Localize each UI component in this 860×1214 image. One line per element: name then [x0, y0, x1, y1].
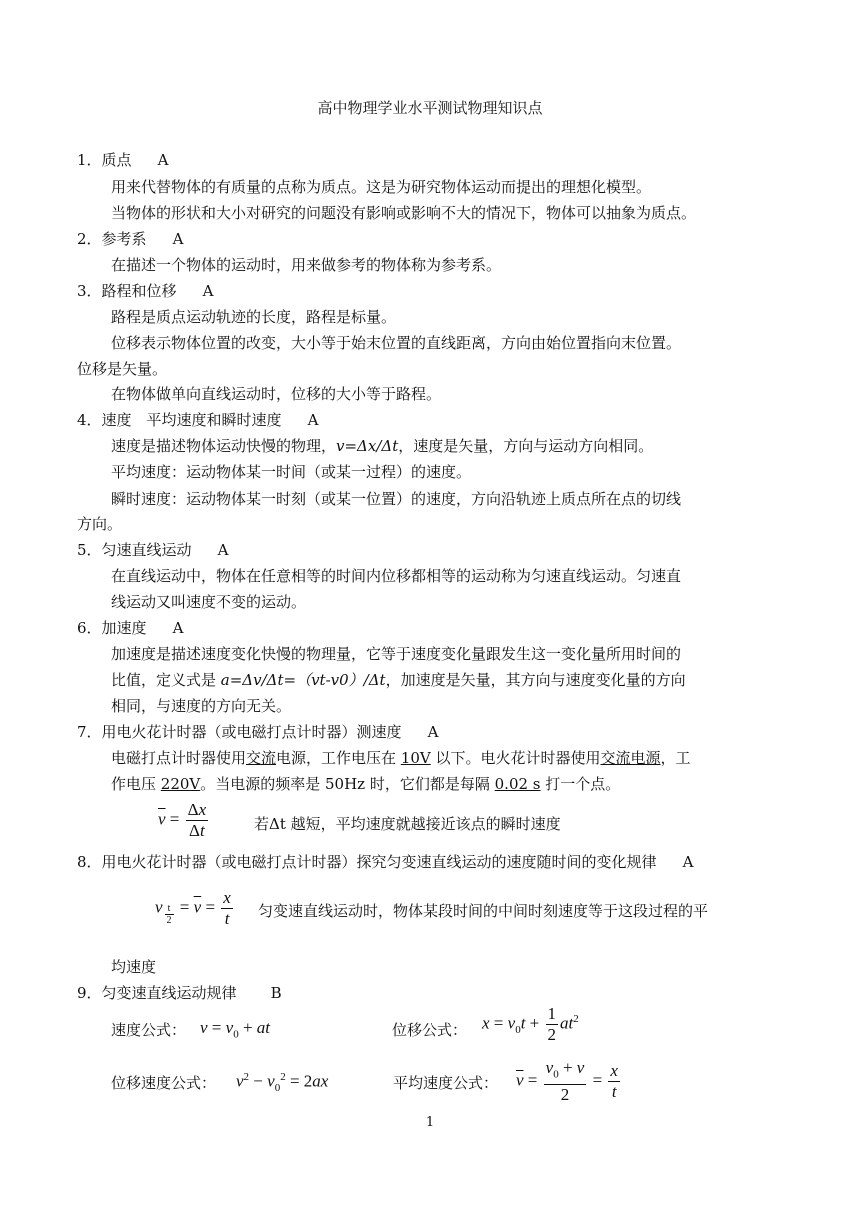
velocity-displacement-formula-label: 位移速度公式： [111, 1074, 217, 1092]
underlined-text: 交流 [246, 749, 277, 767]
text: ，速度是矢量，方向与运动方向相同。 [398, 437, 654, 455]
paragraph [111, 436, 653, 456]
section-number: 6． [77, 619, 102, 637]
paragraph [111, 774, 620, 794]
section-2-heading [77, 229, 183, 249]
section-7-heading [77, 722, 438, 742]
section-5-heading [77, 540, 228, 560]
section-level: A [427, 723, 439, 741]
section-3-heading [77, 281, 213, 301]
text: 打一个点。 [540, 775, 621, 793]
paragraph: 线运动又叫速度不变的运动。 [111, 593, 307, 611]
paragraph: 在直线运动中，物体在任意相等的时间内位移都相等的运动称为匀速直线运动。匀速直 [111, 567, 682, 585]
paragraph: 用来代替物体的有质量的点称为质点。这是为研究物体运动而提出的理想化模型。 [111, 178, 652, 196]
section-6-heading [77, 618, 183, 638]
document-title: 高中物理学业水平测试物理知识点 [317, 99, 543, 117]
paragraph: 加速度是描述速度变化快慢的物理量，它等于速度变化量跟发生这一变化量所用时间的 [111, 645, 682, 663]
section-4-heading [77, 410, 318, 430]
section-level: B [270, 984, 282, 1002]
section-level: A [157, 151, 169, 169]
paragraph: 路程是质点运动轨迹的长度，路程是标量。 [111, 308, 397, 326]
text: ，加速度是矢量，其方向与速度变化量的方向 [385, 671, 686, 689]
average-velocity-formula: $\overline{v}$ = $\frac{\Delta x}{\Delta t}$ [158, 800, 207, 840]
section-title: 匀速直线运动 [101, 541, 192, 559]
mid-time-velocity-formula: v $_{\frac{t}{2}}$ = $\overline{v}$ = $\frac{x}{t}$ [155, 888, 231, 928]
paragraph-continuation: 位移是矢量。 [77, 360, 168, 378]
section-level: A [202, 282, 214, 300]
section-title: 速度 平均速度和瞬时速度 [101, 411, 282, 429]
paragraph-continuation: 方向。 [77, 515, 123, 533]
section-level: A [172, 230, 184, 248]
formula-note: 若Δt 越短，平均速度就越接近该点的瞬时速度 [254, 815, 561, 833]
average-velocity-equation: $\overline{v}$ = $\frac{v_0 + v}{2}$ = $\frac{x}{t}$ [516, 1058, 618, 1105]
paragraph: 瞬时速度：运动物体某一时刻（或某一位置）的速度，方向沿轨迹上质点所在点的切线 [111, 490, 682, 508]
section-level: A [172, 619, 184, 637]
section-title: 用电火花计时器（或电磁打点计时器）测速度 [101, 723, 402, 741]
section-number: 8． [77, 853, 102, 871]
displacement-formula-label: 位移公式： [392, 1021, 468, 1039]
section-number: 4． [77, 411, 102, 429]
section-title: 质点 [101, 151, 132, 169]
text: 速度是描述物体运动快慢的物理， [111, 437, 337, 455]
paragraph [111, 748, 691, 768]
text: 作电压 [111, 775, 161, 793]
section-title: 加速度 [101, 619, 147, 637]
average-velocity-formula-label: 平均速度公式： [393, 1074, 499, 1092]
displacement-formula: $x = v_0t$ + $\frac{1}{2}$ $at^2$ [482, 1004, 579, 1044]
underlined-text: 220V [160, 775, 201, 793]
section-level: A [217, 541, 229, 559]
text: 比值，定义式是 [111, 671, 221, 689]
paragraph: 相同，与速度的方向无关。 [111, 697, 292, 715]
section-number: 2． [77, 230, 102, 248]
section-level: A [682, 853, 694, 871]
section-level: A [307, 411, 319, 429]
section-title: 路程和位移 [101, 282, 177, 300]
paragraph: 在描述一个物体的运动时，用来做参考的物体称为参考系。 [111, 256, 502, 274]
velocity-formula-label: 速度公式： [111, 1021, 187, 1039]
text: 电源，工作电压在 [276, 749, 401, 767]
velocity-definition: v=Δx/Δt [336, 437, 399, 455]
section-title: 参考系 [101, 230, 147, 248]
paragraph [111, 670, 686, 690]
underlined-text: 10V [400, 749, 431, 767]
section-1-heading [77, 150, 168, 170]
underlined-text: 0.02 s [494, 775, 541, 793]
section-9-heading [77, 983, 282, 1003]
velocity-formula: $v = v_0$ + at [200, 1018, 271, 1041]
section-8-heading [77, 852, 693, 872]
text: 电磁打点计时器使用 [111, 749, 247, 767]
section-number: 9． [77, 984, 102, 1002]
paragraph: 匀变速直线运动时，物体某段时间的中间时刻速度等于这段过程的平 [258, 902, 709, 920]
paragraph: 当物体的形状和大小对研究的问题没有影响或影响不大的情况下，物体可以抽象为质点。 [111, 204, 697, 222]
acceleration-definition: a=Δv/Δt=（vt-v0）/Δt [220, 671, 386, 689]
text: ，工 [660, 749, 691, 767]
underlined-text: 交流电源 [600, 749, 661, 767]
section-title: 用电火花计时器（或电磁打点计时器）探究匀变速直线运动的速度随时间的变化规律 [101, 853, 657, 871]
paragraph: 位移表示物体位置的改变，大小等于始末位置的直线距离，方向由始位置指向末位置。 [111, 334, 682, 352]
section-number: 3． [77, 282, 102, 300]
section-number: 1． [77, 151, 102, 169]
text: 以下。电火花计时器使用 [430, 749, 601, 767]
section-number: 7． [77, 723, 102, 741]
section-title: 匀变速直线运动规律 [101, 984, 237, 1002]
page-number: 1 [425, 1115, 435, 1130]
section-number: 5． [77, 541, 102, 559]
paragraph-continuation: 均速度 [111, 958, 157, 976]
paragraph: 平均速度：运动物体某一时间（或某一过程）的速度。 [111, 463, 472, 481]
velocity-displacement-formula: $v^2 - v_0^2 = 2ax$ [236, 1071, 329, 1095]
paragraph: 在物体做单向直线运动时，位移的大小等于路程。 [111, 385, 442, 403]
text: 。当电源的频率是 50Hz 时，它们都是每隔 [200, 775, 495, 793]
